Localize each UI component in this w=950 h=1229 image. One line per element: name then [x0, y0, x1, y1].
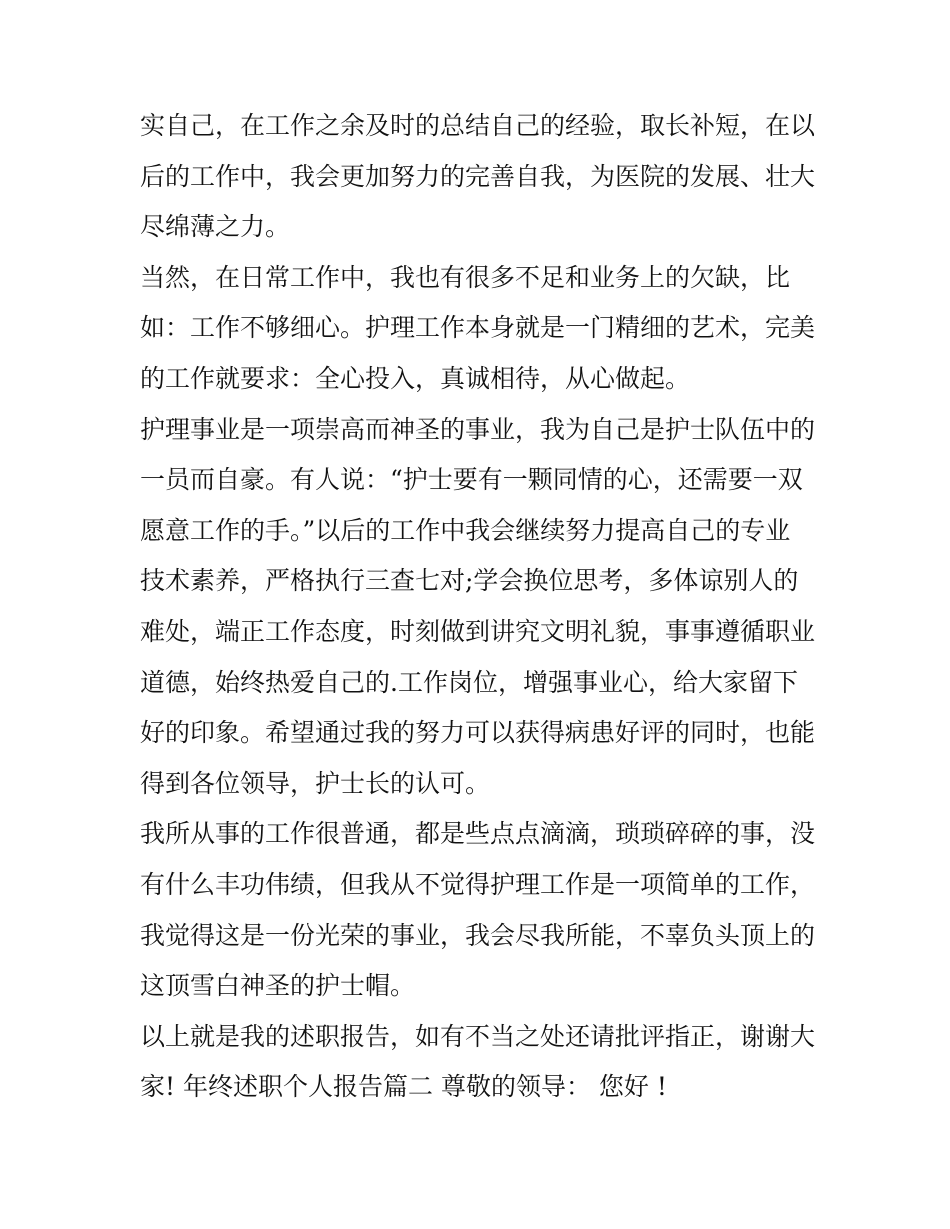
text-line-8: 一员而自豪。有人说：“护士要有一颗同情的心，还需要一双 [140, 465, 803, 495]
text-line-2: 后的工作中，我会更加努力的完善自我，为医院的发展、壮大 [140, 161, 816, 191]
text-line-4: 当然，在日常工作中，我也有很多不足和业务上的欠缺，比 [140, 262, 791, 292]
text-line-17: 我觉得这是一份光荣的事业，我会尽我所能，不辜负头顶上的 [140, 920, 816, 950]
text-line-20: 家! 年终述职个人报告篇二 尊敬的领导： 您好 ! [140, 1072, 667, 1102]
text-line-15: 我所从事的工作很普通，都是些点点滴滴，琐琐碎碎的事，没 [140, 819, 816, 849]
text-line-14: 得到各位领导，护士长的认可。 [140, 768, 491, 798]
text-line-9: 愿意工作的手。”以后的工作中我会继续努力提高自己的专业 [140, 515, 791, 545]
text-line-13: 好的印象。希望通过我的努力可以获得病患好评的同时，也能 [140, 718, 816, 748]
text-line-3: 尽绵薄之力。 [140, 212, 291, 242]
text-line-10: 技术素养，严格执行三查七对;学会换位思考，多体谅别人的 [140, 566, 799, 596]
text-line-16: 有什么丰功伟绩，但我从不觉得护理工作是一项简单的工作， [140, 869, 816, 899]
document-body [140, 101, 820, 1113]
text-line-7: 护理事业是一项崇高而神圣的事业，我为自己是护士队伍中的 [140, 414, 816, 444]
text-line-5: 如：工作不够细心。护理工作本身就是一门精细的艺术，完美 [140, 313, 816, 343]
text-line-12: 道德，始终热爱自己的.工作岗位，增强事业心，给大家留下 [140, 667, 798, 697]
text-line-18: 这顶雪白神圣的护士帽。 [140, 971, 416, 1001]
text-line-11: 难处，端正工作态度，时刻做到讲究文明礼貌，事事遵循职业 [140, 616, 816, 646]
text-line-19: 以上就是我的述职报告，如有不当之处还请批评指正，谢谢大 [140, 1021, 816, 1051]
text-line-6: 的工作就要求：全心投入，真诚相待，从心做起。 [140, 363, 691, 393]
text-line-1: 实自己，在工作之余及时的总结自己的经验，取长补短，在以 [140, 111, 816, 140]
